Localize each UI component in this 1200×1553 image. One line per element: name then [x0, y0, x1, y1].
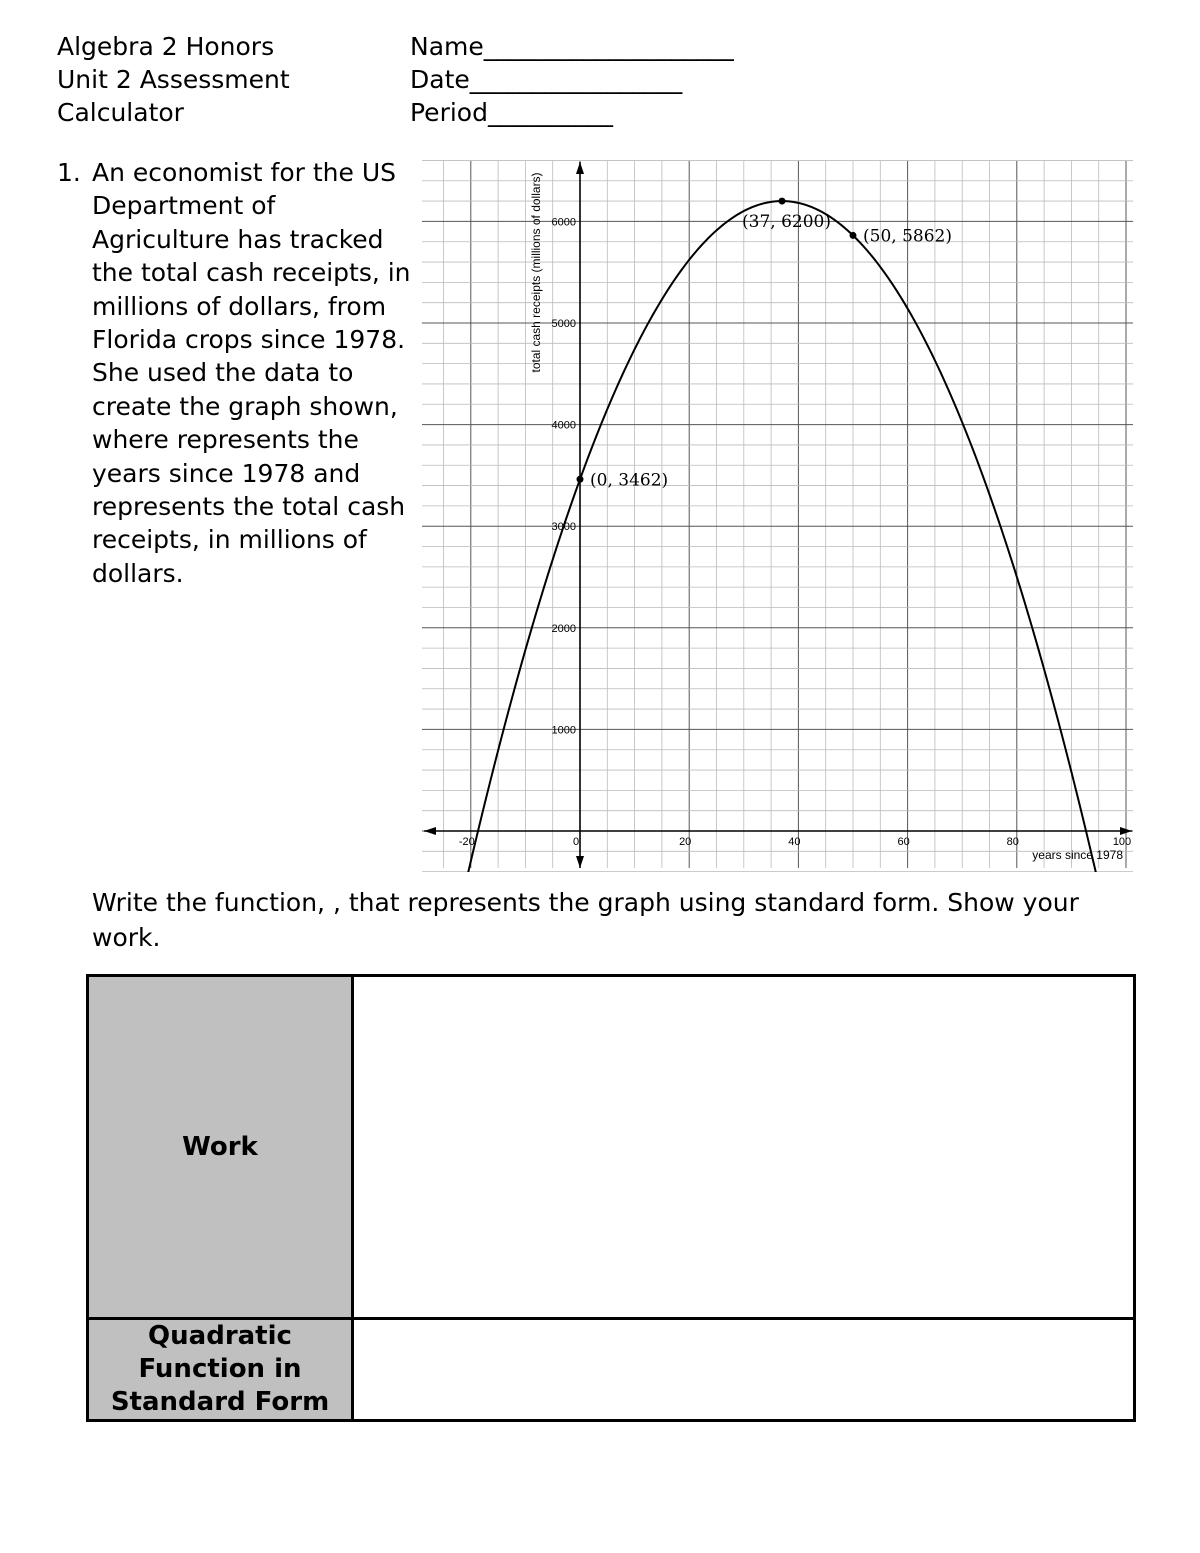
question-text: An economist for the US Department of Agriculture has tracked the total cash receipts, in millions of dollars, from Florida crops since 1978. She used the data to create the graph shown, where represents the years since 1978 and represents the total cash receipts, in millions of dollars. — [92, 158, 411, 588]
x-axis-title: years since 1978 — [1032, 848, 1123, 862]
x-tick-label: 40 — [788, 836, 801, 848]
instruction-prompt: Write the function, , that represents the graph using standard form. Show your work. — [92, 888, 1079, 952]
x-tick-label: 100 — [1112, 836, 1132, 848]
y-axis-title: total cash receipts (millions of dollars) — [529, 172, 543, 373]
y-tick-label: 2000 — [551, 622, 576, 635]
date-field[interactable]: Date_________________ — [410, 65, 683, 94]
function-answer-box[interactable] — [353, 1319, 1135, 1421]
y-tick-label: 4000 — [551, 419, 576, 432]
function-label: Quadratic Function in Standard Form — [88, 1319, 353, 1421]
point-label: (37, 6200) — [742, 212, 831, 233]
point-label: (0, 3462) — [590, 470, 669, 491]
name-field[interactable]: Name____________________ — [410, 32, 734, 61]
answer-table — [86, 974, 1136, 1422]
point-label: (50, 5862) — [863, 226, 952, 247]
parabola-graph — [420, 156, 1135, 872]
data-point — [577, 476, 584, 483]
work-answer-box[interactable] — [353, 976, 1135, 1319]
x-tick-label: 60 — [897, 836, 910, 848]
period-field[interactable]: Period__________ — [410, 98, 613, 127]
y-tick-label: 6000 — [551, 216, 576, 229]
assessment-mode: Calculator — [57, 98, 184, 127]
y-tick-label: 5000 — [551, 318, 576, 330]
x-tick-label: 20 — [679, 836, 692, 848]
x-tick-label: 0 — [572, 836, 580, 848]
y-axis-arrow-down — [576, 856, 584, 868]
course-title: Algebra 2 Honors — [57, 32, 275, 61]
y-tick-label: 3000 — [551, 521, 576, 534]
data-point — [779, 198, 786, 205]
parabola-curve — [465, 201, 1101, 872]
work-label: Work — [88, 976, 353, 1319]
data-point — [850, 232, 857, 239]
unit-title: Unit 2 Assessment — [57, 65, 290, 94]
x-tick-label: 80 — [1006, 836, 1019, 848]
question-number: 1. — [57, 158, 81, 187]
y-tick-label: 1000 — [551, 724, 576, 737]
y-axis-arrow-up — [576, 162, 584, 174]
x-axis-arrow-left — [424, 827, 436, 835]
x-tick-label: -20 — [458, 836, 475, 848]
